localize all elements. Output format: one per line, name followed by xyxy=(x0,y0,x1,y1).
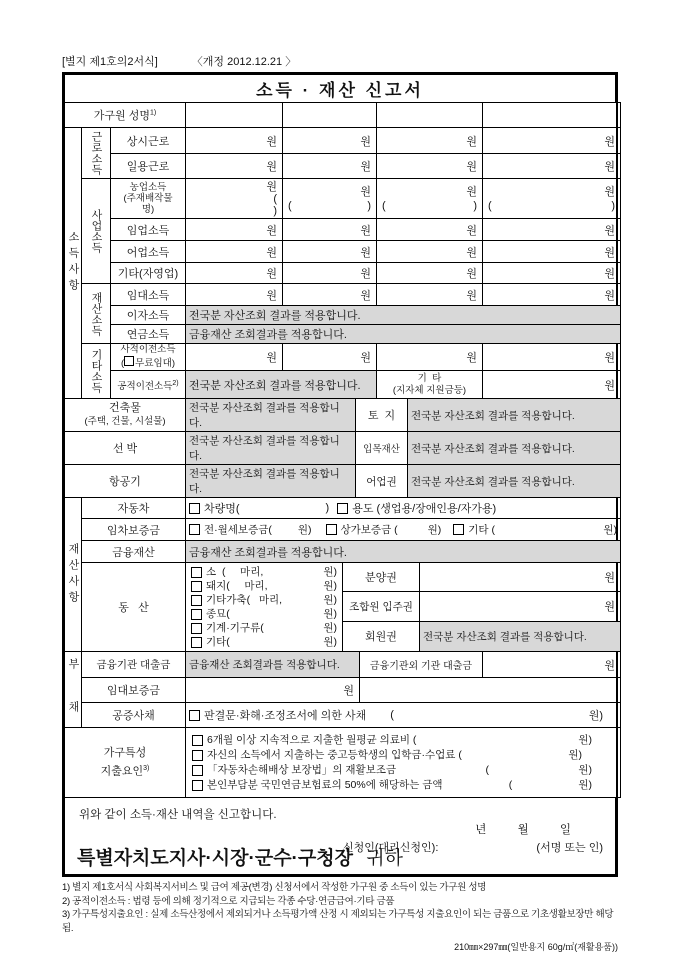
private-transfer-amount-4[interactable]: 원 xyxy=(483,344,621,371)
form-header-line xyxy=(62,53,618,69)
tuition-checkbox[interactable] xyxy=(192,750,203,761)
store-deposit-checkbox[interactable] xyxy=(326,524,337,535)
rent-deposit-debt-amount[interactable]: 원 xyxy=(186,678,360,703)
rehab-subsidy-amount[interactable]: 원) xyxy=(578,763,592,776)
cow-amount[interactable]: 원) xyxy=(323,566,337,578)
rental-amount-1[interactable]: 원 xyxy=(186,284,283,306)
pig-amount[interactable]: 원) xyxy=(323,580,337,592)
property-section-b xyxy=(64,497,621,652)
other-grant-label: 기 타 (지자체 지원금등) xyxy=(377,371,483,399)
recipient-line xyxy=(77,843,403,870)
property-section-a xyxy=(64,398,621,498)
forestry-income-label: 임업소득 xyxy=(111,219,186,241)
applicant-label: 신청인(대리신청인): xyxy=(343,842,439,854)
private-transfer-amount-3[interactable]: 원 xyxy=(377,344,483,371)
pension-lookup-note: 금융재산 조회결과를 적용합니다. xyxy=(186,325,621,344)
notarized-bond-label: 공증사채 xyxy=(82,703,186,728)
farm-income-amount-2[interactable]: 원 ( ) xyxy=(283,179,377,219)
special-expense-footref: 3) xyxy=(143,764,150,772)
revision-date: 〈개정 2012.12.21 〉 xyxy=(191,56,297,68)
car-name-checkbox[interactable] xyxy=(189,503,200,514)
declaration-area xyxy=(64,797,616,875)
fishing-amount-2[interactable]: 원 xyxy=(283,241,377,263)
farm-income-amount-1[interactable]: 원 ( ) xyxy=(186,179,283,219)
movable-label: 동 산 xyxy=(82,563,186,652)
fishery-lookup-note: 전국분 자산조회 결과를 적용합니다. xyxy=(408,465,621,498)
special-expense-label: 가구특성 지출요인$^{3)}$ xyxy=(65,728,186,798)
regular-labor-amount-3[interactable]: 원 xyxy=(377,128,483,154)
presale-right-amount[interactable]: 원 xyxy=(420,563,621,592)
household-name-input-2[interactable] xyxy=(283,103,377,128)
car-usage-text: 용도 (생업용/장애인용/자가용) xyxy=(352,503,497,515)
daily-labor-label: 일용근로 xyxy=(111,154,186,179)
footnote-3: 3) 가구특성지출요인 : 실제 소득산정에서 제외되거나 소득평가액 산정 시 제외되는 가구특성 지출요인이 되는 금품으로 기초생활보장만 해당됨. xyxy=(62,909,614,934)
debt-section-label: 부 채 xyxy=(65,652,82,728)
free-rent-checkbox[interactable] xyxy=(124,356,134,366)
public-transfer-lookup-note: 전국분 자산조회 결과를 적용합니다. xyxy=(186,371,377,399)
declaration-date[interactable]: 년 월 일 xyxy=(475,824,571,836)
household-table xyxy=(64,102,621,128)
farm-income-label: 농업소득 (주재배작물 명) xyxy=(111,179,186,219)
union-occupancy-amount[interactable]: 원 xyxy=(420,592,621,621)
aircraft-lookup-note: 전국분 자산조회 결과를 적용합니다. xyxy=(186,465,356,498)
income-section xyxy=(64,127,621,399)
household-name-input-3[interactable] xyxy=(377,103,483,128)
business-income-group: 사업소득 xyxy=(82,179,111,284)
other-grant-amount[interactable]: 원 xyxy=(483,371,621,399)
fishery-right-label: 어업권 xyxy=(356,465,408,498)
other-livestock-checkbox[interactable] xyxy=(191,595,202,606)
public-transfer-footref: 2) xyxy=(172,379,179,387)
selfemployed-amount-2[interactable]: 원 xyxy=(283,263,377,284)
farm-income-amount-3[interactable]: 원 ( ) xyxy=(377,179,483,219)
forestry-amount-3[interactable]: 원 xyxy=(377,219,483,241)
etc-movable-checkbox[interactable] xyxy=(191,637,202,648)
signature-note: (서명 또는 인) xyxy=(536,842,603,854)
recipient-honorific: 귀하 xyxy=(366,848,403,869)
tuition-amount[interactable]: 원) xyxy=(568,748,582,761)
cow-checkbox[interactable] xyxy=(191,567,202,578)
other-income-group: 기타소득 xyxy=(82,344,111,399)
property-section-label: 재산사항 xyxy=(65,498,82,652)
etc-movable-amount[interactable]: 원) xyxy=(323,636,337,648)
recipient-title: 특별자치도지사·시장·군수·구청장 xyxy=(77,848,353,869)
fishing-amount-1[interactable]: 원 xyxy=(186,241,283,263)
membership-label: 회원권 xyxy=(343,621,420,651)
land-lookup-note: 전국분 자산조회 결과를 적용합니다. xyxy=(408,399,621,432)
regular-labor-amount-2[interactable]: 원 xyxy=(283,128,377,154)
form-title: 소득 · 재산 신고서 xyxy=(65,75,616,103)
private-transfer-amount-1[interactable]: 원 xyxy=(186,344,283,371)
public-transfer-label: 공적이전소득$^{2)}$ xyxy=(111,371,186,399)
fishing-amount-4[interactable]: 원 xyxy=(483,241,621,263)
daily-labor-amount-1[interactable]: 원 xyxy=(186,154,283,179)
presale-right-label: 분양권 xyxy=(343,563,420,592)
household-name-input-4[interactable] xyxy=(483,103,621,128)
rental-amount-4[interactable]: 원 xyxy=(483,284,621,306)
rent-deposit-debt-label: 임대보증금 xyxy=(82,678,186,703)
timber-lookup-note: 전국분 자산조회 결과를 적용합니다. xyxy=(408,432,621,465)
car-name-text: 차량명( xyxy=(204,503,240,515)
paper-spec-note: 210㎜×297㎜(일반용지 60g/㎡(재활용품)) xyxy=(454,942,618,952)
forestry-amount-1[interactable]: 원 xyxy=(186,219,283,241)
ship-label: 선 박 xyxy=(65,432,186,465)
household-name-footref: 1) xyxy=(149,109,157,117)
etc-deposit-checkbox[interactable] xyxy=(453,524,464,535)
car-usage-checkbox[interactable] xyxy=(337,503,348,514)
jeonse-checkbox[interactable] xyxy=(189,524,200,535)
footnotes xyxy=(62,881,618,935)
rent-deposit-empty-cell[interactable] xyxy=(360,678,621,703)
membership-lookup-note: 전국분 자산조회 결과를 적용합니다. xyxy=(420,621,621,651)
regular-labor-label: 상시근로 xyxy=(111,128,186,154)
lease-deposit-content: 전·월세보증금( 원) 상가보증금 ( 원) 기타 ( 원) xyxy=(186,519,621,541)
daily-labor-amount-2[interactable]: 원 xyxy=(283,154,377,179)
forestry-amount-4[interactable]: 원 xyxy=(483,219,621,241)
rehab-subsidy-checkbox[interactable] xyxy=(192,765,203,776)
medical-expense-amount[interactable]: 원) xyxy=(578,733,592,746)
rental-amount-3[interactable]: 원 xyxy=(377,284,483,306)
store-amount[interactable]: 원) xyxy=(427,524,442,536)
car-row-content: 차량명( ) 용도 (생업용/장애인용/자가용) xyxy=(186,498,621,519)
timber-label: 입목재산 xyxy=(356,432,408,465)
machinery-checkbox[interactable] xyxy=(191,623,202,634)
jeonse-amount[interactable]: 원) xyxy=(297,524,312,536)
pig-checkbox[interactable] xyxy=(191,581,202,592)
financial-asset-note: 금융재산 조회결과를 적용합니다. xyxy=(186,541,621,563)
land-label: 토 지 xyxy=(356,399,408,432)
interest-lookup-note: 전국분 자산조회 결과를 적용합니다. xyxy=(186,306,621,325)
union-occupancy-label: 조합원 입주권 xyxy=(343,592,420,621)
form-table xyxy=(62,72,618,877)
nonbank-loan-amount[interactable]: 원 xyxy=(483,652,621,678)
lease-deposit-label: 임차보증금 xyxy=(82,519,186,541)
financial-asset-label: 금융재산 xyxy=(82,541,186,563)
labor-income-group: 근로소득 xyxy=(82,128,111,179)
fishing-amount-3[interactable]: 원 xyxy=(377,241,483,263)
daily-labor-amount-4[interactable]: 원 xyxy=(483,154,621,179)
building-lookup-note: 전국분 자산조회 결과를 적용합니다. xyxy=(186,399,356,432)
daily-labor-amount-3[interactable]: 원 xyxy=(377,154,483,179)
bank-loan-note: 금융재산 조회결과를 적용합니다. xyxy=(186,652,360,678)
building-label: 건축물 (주택, 건물, 시설물) xyxy=(65,399,186,432)
forestry-amount-2[interactable]: 원 xyxy=(283,219,377,241)
special-expense-items: 6개월 이상 지속적으로 지출한 월평균 의료비 ( 원) 자신의 소득에서 지출하는 중고등학생의 입학금·수업료 ( 원) 「자동차손해배상 보장법」의 재활보조금 ( 원) 본인부담분 국민연금보험료의 50%에 해당하는 금액 ( 원) xyxy=(186,728,621,798)
machinery-amount[interactable]: 원) xyxy=(323,622,337,634)
medical-expense-checkbox[interactable] xyxy=(192,735,203,746)
rental-income-label: 임대소득 xyxy=(111,284,186,306)
household-name-label xyxy=(65,103,186,128)
interest-income-label: 이자소득 xyxy=(111,306,186,325)
form-sheet xyxy=(62,53,618,953)
notarized-bond-checkbox[interactable] xyxy=(189,710,200,721)
debt-section xyxy=(64,651,621,728)
asset-income-group: 재산소득 xyxy=(82,284,111,344)
income-section-label: 소득사항 xyxy=(65,128,82,399)
selfemployed-income-label: 기타(자영업) xyxy=(111,263,186,284)
pension-premium-amount[interactable]: 원) xyxy=(578,778,592,791)
special-expense-section xyxy=(64,727,621,798)
regular-labor-amount-1[interactable]: 원 xyxy=(186,128,283,154)
rental-amount-2[interactable]: 원 xyxy=(283,284,377,306)
movable-items: 소 ( 마리, 원) 돼지( 마리, 원) 기타가축( 마리, 원) 종묘( 원) 기계·기구류( 원) 기타( 원) xyxy=(186,563,343,652)
seedling-amount[interactable]: 원) xyxy=(323,608,337,620)
ship-lookup-note: 전국분 자산조회 결과를 적용합니다. xyxy=(186,432,356,465)
private-transfer-label: 사적이전소득 ( 무료임대) xyxy=(111,344,186,371)
selfemployed-amount-4[interactable]: 원 xyxy=(483,263,621,284)
household-name-text: 가구원 성명 xyxy=(93,110,150,122)
footnote-1: 1) 별지 제1호서식 사회복지서비스 및 급여 제공(변경) 신청서에서 작성한 가구원 중 소득이 있는 가구원 성명 xyxy=(62,882,487,893)
other-livestock-amount[interactable]: 원) xyxy=(323,594,337,606)
household-name-input-1[interactable] xyxy=(186,103,283,128)
selfemployed-amount-3[interactable]: 원 xyxy=(377,263,483,284)
aircraft-label: 항공기 xyxy=(65,465,186,498)
notarized-bond-content: 판결문·화해·조정조서에 의한 사채 ( 원) xyxy=(186,703,621,728)
notarized-bond-amount[interactable]: 원) xyxy=(588,710,603,722)
pension-income-label: 연금소득 xyxy=(111,325,186,344)
farm-income-amount-4[interactable]: 원 ( ) xyxy=(483,179,621,219)
footnote-2: 2) 공적이전소득 : 법령 등에 의해 정기적으로 지급되는 각종 수당·연금급여·기타 금품 xyxy=(62,895,395,907)
fishing-income-label: 어업소득 xyxy=(111,241,186,263)
title-table xyxy=(64,74,616,103)
declaration-statement: 위와 같이 소득·재산 내역을 신고합니다. xyxy=(79,809,277,821)
nonbank-loan-label: 금융기관외 기관 대출금 xyxy=(360,652,483,678)
pension-premium-checkbox[interactable] xyxy=(192,780,203,791)
bank-loan-label: 금융기관 대출금 xyxy=(82,652,186,678)
selfemployed-amount-1[interactable]: 원 xyxy=(186,263,283,284)
form-code: [별지 제1호의2서식] xyxy=(62,56,158,68)
regular-labor-amount-4[interactable]: 원 xyxy=(483,128,621,154)
seedling-checkbox[interactable] xyxy=(191,609,202,620)
private-transfer-amount-2[interactable]: 원 xyxy=(283,344,377,371)
etc-deposit-amount[interactable]: 원) xyxy=(603,524,618,536)
car-label: 자동차 xyxy=(82,498,186,519)
